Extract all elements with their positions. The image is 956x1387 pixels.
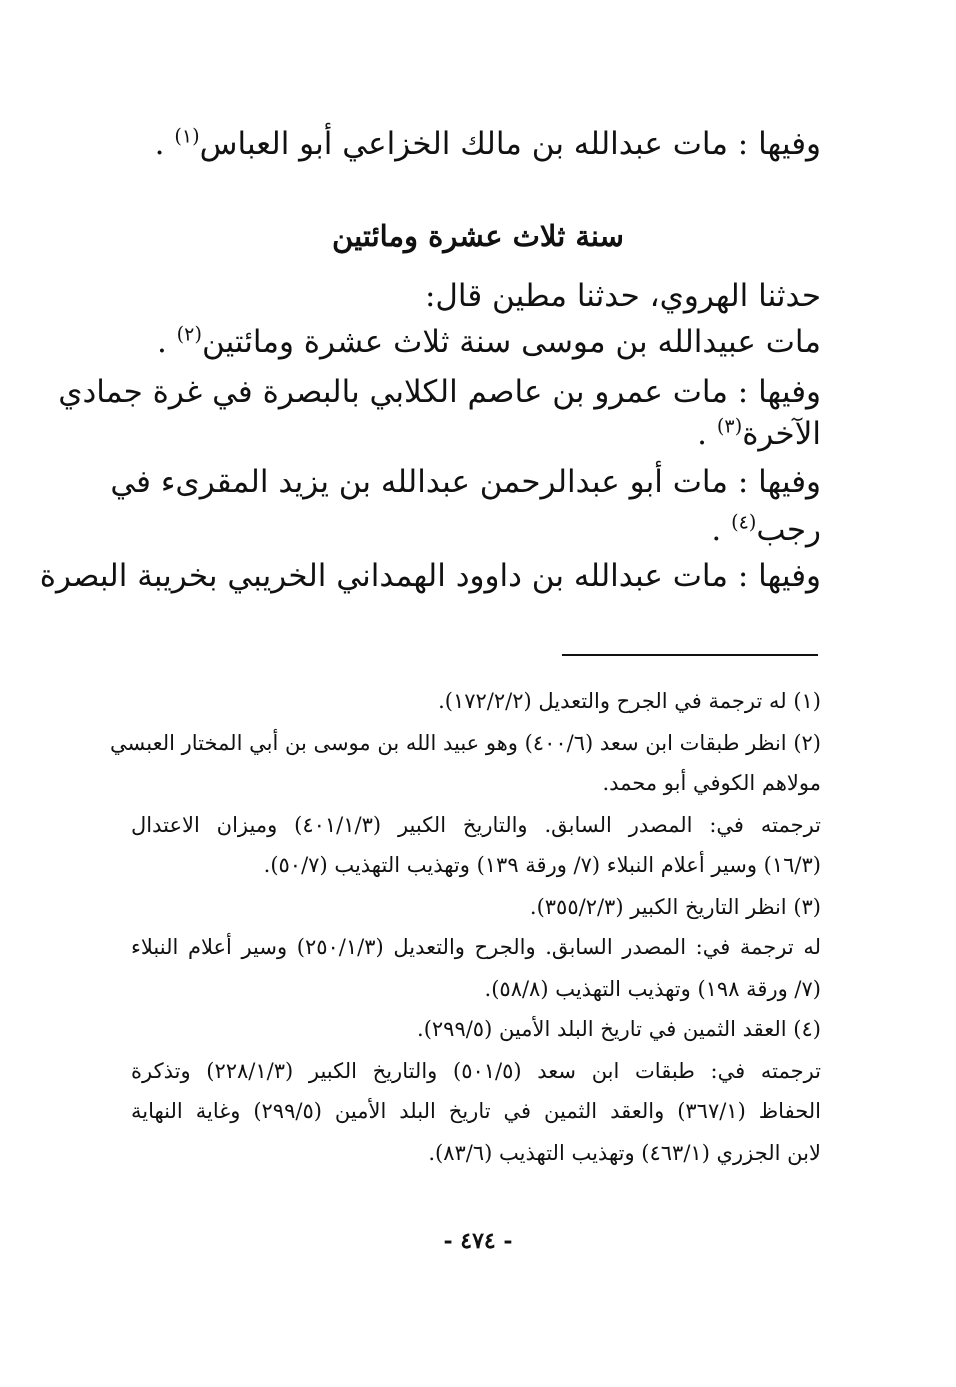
footnote-2-line-4: (١٦/٣) وسير أعلام النبلاء (٧/ ورقة ١٣٩) وتهذيب التهذيب (٥٠/٧). <box>263 853 821 877</box>
footnote-2-line-3: ترجمته في: المصدر السابق. والتاريخ الكبير (٤٠١/١/٣) وميزان الاعتدال <box>131 813 821 837</box>
footnote-3-line-3: (٧/ ورقة ١٩٨) وتهذيب التهذيب (٥٨/٨). <box>484 977 821 1001</box>
footnote-ref-1: (١) <box>174 124 200 148</box>
footnote-3-line-1: (٣) انظر التاريخ الكبير (٣٥٥/٢/٣). <box>529 895 821 919</box>
line-5-period: . <box>697 416 717 452</box>
footnote-4-line-2: ترجمته في: طبقات ابن سعد (٥٠١/٥) والتاريخ الكبير (٢٢٨/١/٣) وتذكرة <box>131 1059 822 1083</box>
line-7-text: رجب <box>756 512 821 548</box>
main-text-line-2: حدثنا الهروي، حدثنا مطين قال: <box>424 278 821 314</box>
line-5-text: الآخرة <box>742 416 821 452</box>
footnote-ref-3: (٣) <box>716 414 743 438</box>
footnote-ref-4: (٤) <box>731 510 757 534</box>
footnote-ref-2: (٢) <box>176 322 202 346</box>
footnote-2-line-1: (٢) انظر طبقات ابن سعد (٤٠٠/٦) وهو عبيد الله بن موسى بن أبي المختار العبسي <box>110 731 821 755</box>
main-text-line-5 <box>131 414 821 458</box>
line-7-period: . <box>711 512 732 548</box>
line-1-text: وفيها : مات عبدالله بن مالك الخزاعي أبو العباس <box>199 126 821 162</box>
line-1-period: . <box>154 126 175 162</box>
main-text-line-1 <box>131 124 821 168</box>
main-text-line-6: وفيها : مات أبو عبدالرحمن عبدالله بن يزيد المقرىء في <box>110 464 821 500</box>
main-text-line-8: وفيها : مات عبدالله بن داوود الهمداني الخريبي بخريبة البصرة <box>39 558 821 594</box>
line-3-period: . <box>156 324 177 360</box>
footnote-2-line-2: مولاهم الكوفي أبو محمد. <box>602 771 821 795</box>
footnote-3-line-2: له ترجمة في: المصدر السابق. والجرح والتعديل (٢٥٠/١/٣) وسير أعلام النبلاء <box>131 935 822 959</box>
footnote-4-line-4: لابن الجزري (٤٦٣/١) وتهذيب التهذيب (٨٣/٦). <box>428 1141 821 1165</box>
page-number: - ٤٧٤ - <box>443 1228 513 1254</box>
line-3-text: مات عبيدالله بن موسى سنة ثلاث عشرة ومائتين <box>201 324 821 360</box>
main-text-line-3 <box>131 322 821 366</box>
footnote-4-line-3: الحفاظ (٣٦٧/١) والعقد الثمين في تاريخ البلد الأمين (٢٩٩/٥) وغاية النهاية <box>131 1099 821 1123</box>
footnote-1: (١) له ترجمة في الجرح والتعديل (١٧٢/٢/٢). <box>438 689 821 713</box>
main-text-line-7 <box>131 510 821 554</box>
footnote-separator <box>562 654 818 656</box>
footnote-4-line-1: (٤) العقد الثمين في تاريخ البلد الأمين (٢٩٩/٥). <box>417 1017 821 1041</box>
year-heading: سنة ثلاث عشرة ومائتين <box>332 219 624 253</box>
main-text-line-4: وفيها : مات عمرو بن عاصم الكلابي بالبصرة في غرة جمادي <box>58 374 821 410</box>
